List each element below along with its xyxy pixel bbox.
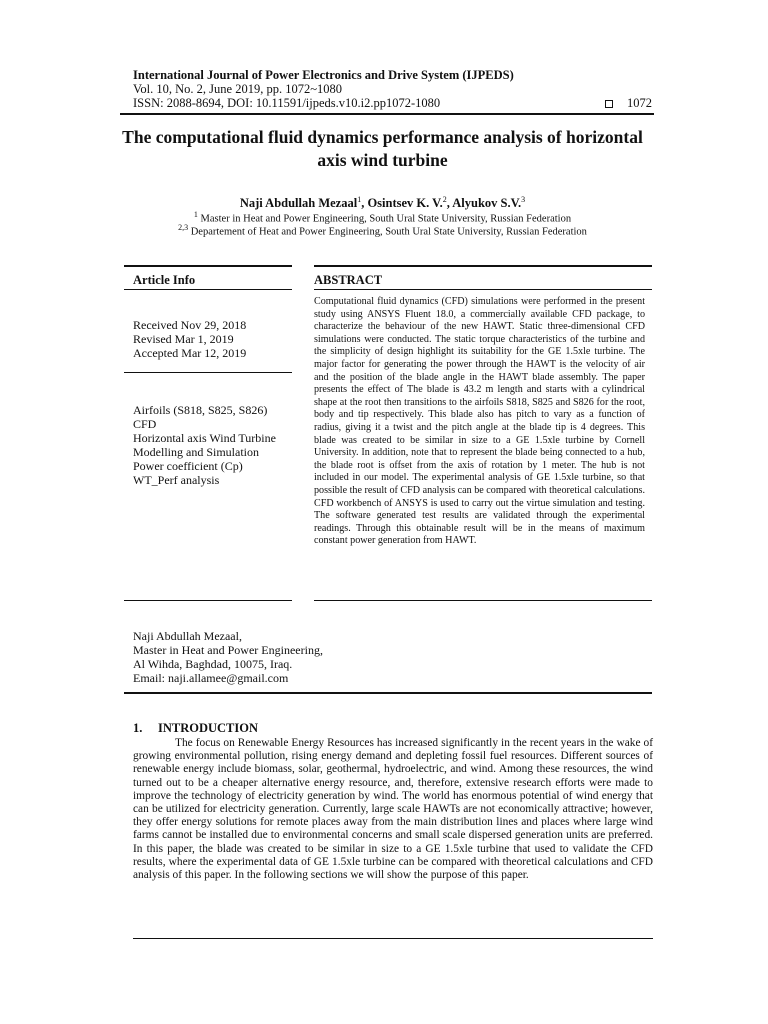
square-icon [605, 100, 613, 108]
article-info-heading-rule [124, 289, 292, 290]
keyword: Power coefficient (Cp) [133, 459, 243, 473]
corresponding-email: Email: naji.allamee@gmail.com [133, 671, 289, 685]
corresponding-position: Master in Heat and Power Engineering, [133, 643, 323, 657]
author-name: Alyukov S.V. [452, 196, 522, 211]
keyword: Airfoils (S818, S825, S826) [133, 403, 268, 417]
author-list [120, 195, 645, 211]
paper-title: The computational fluid dynamics performance analysis of horizontal axis wind turbine [122, 127, 643, 170]
corresponding-address: Al Wihda, Baghdad, 10075, Iraq. [133, 657, 293, 671]
journal-name: International Journal of Power Electronics and Drive System (IJPEDS) [133, 68, 514, 82]
keywords [133, 403, 276, 487]
article-info-heading: Article Info [133, 273, 196, 287]
keywords-bottom-rule [124, 600, 292, 601]
keyword: WT_Perf analysis [133, 473, 220, 487]
corresponding-bottom-rule [124, 692, 652, 694]
page-marker [605, 96, 652, 111]
corresponding-author [133, 629, 323, 685]
author-name: Osintsev K. V. [367, 196, 443, 211]
introduction-paragraph: The focus on Renewable Energy Resources has increased significantly in the recent years in the wake of growing environmental pollution, rising energy demand and depleting fossil fuel resources. Different sources of renewable energy include biomass, solar, geothermal, hydroelectric, and wind. Among these resources, the wind turned out to be a cheaper alternative energy resource, and, therefore, extensive research efforts were made to improve the technology of electricity generation by wind. The world has enormous potential of wind energy that can be utilized for electricity generation. Currently, large scale HAWTs are not economically attractive; however, they offer energy solutions for remote places away from the main distribution lines and places where large wind farms cannot be installed due to environmental concerns and small scale dispersed generation units are preferred. In this paper, the blade was created to be similar in size to a GE 1.5xle turbine that used to validate the CFD results, where the experimental data of GE 1.5xle turbine can be compared with theoretical calculations and CFD analysis of this paper. In the following sections we will show the purpose of this paper. [133, 737, 653, 882]
section-title: INTRODUCTION [158, 721, 259, 735]
keyword: CFD [133, 417, 157, 431]
keyword: Horizontal axis Wind Turbine [133, 431, 276, 445]
history-rule [124, 372, 292, 373]
abstract-text: Computational fluid dynamics (CFD) simulations were performed in the present study using ANSYS Fluent 18.0, a commercially available CFD package, to characterize the behaviour of the new HAWT. Static three-dimensional CFD simulations were conducted. The static torque characteristics of the turbine and the simplicity of design highlight its suitability for the GE 1.5xle turbine. The major factor for generating the power through the HAWT is the velocity of air and the position of the blade angle in the HAWT blade assembly. The paper presents the effect of The blade is 43.2 m length and starts with a cylindrical shape at the root then transitions to the airfoils S818, S825 and S826 for the root, body and tip respectively. This blade also has pitch to vary as a function of radius, giving it a twist and the pitch angle at the blade tip is 4 degrees. This blade was created to be similar in size to a GE 1.5xle turbine by Cornell University. In addition, note that to represent the blade being connected to a hub, the blade root is offset from the axis of rotation by 1 meter. The hub is not included in our model. The experimental analysis of GE 1.5xle turbine, so that possible the result of CFD analysis can be compared with theoretical calculations. CFD workbench of ANSYS is used to carry out the virtue simulation and testing. The software generated test results are validated through the experimental readings. Through this obtainable result will be in the means of maximum constant power generation from HAWT. [314, 296, 645, 547]
keyword: Modelling and Simulation [133, 445, 259, 459]
issn-line: ISSN: 2088-8694, DOI: 10.11591/ijpeds.v10.i2.pp1072-1080 [133, 96, 441, 110]
article-info-top-rule [124, 265, 292, 267]
footer-rule [133, 938, 653, 939]
author-superscript: 3 [521, 195, 526, 204]
section-heading [133, 721, 258, 736]
section-number: 1. [133, 721, 143, 735]
author-name: Naji Abdullah Mezaal [239, 196, 358, 211]
author-separator: , [361, 196, 368, 211]
abstract-bottom-rule [314, 600, 652, 601]
abstract-heading-rule [314, 289, 652, 290]
page-number: 1072 [627, 96, 652, 110]
abstract-top-rule [314, 265, 652, 267]
affiliation-superscript: 1 [193, 210, 198, 219]
affiliation-superscript: 2,3 [178, 223, 189, 232]
received-date: Received Nov 29, 2018 [133, 318, 247, 332]
author-superscript: 2 [442, 195, 447, 204]
author-separator: , [446, 196, 453, 211]
revised-date: Revised Mar 1, 2019 [133, 332, 234, 346]
article-history [133, 318, 246, 360]
header-rule [120, 113, 654, 115]
affiliation-text: Departement of Heat and Power Engineering, South Ural State University, Russian Federation [190, 226, 587, 238]
accepted-date: Accepted Mar 12, 2019 [133, 346, 247, 360]
volume-line: Vol. 10, No. 2, June 2019, pp. 1072~1080 [133, 82, 342, 96]
corresponding-name: Naji Abdullah Mezaal, [133, 629, 242, 643]
affiliation [120, 223, 645, 238]
affiliation-text: Master in Heat and Power Engineering, South Ural State University, Russian Federation [200, 213, 572, 225]
abstract-heading: ABSTRACT [314, 273, 383, 287]
author-superscript: 1 [357, 195, 362, 204]
